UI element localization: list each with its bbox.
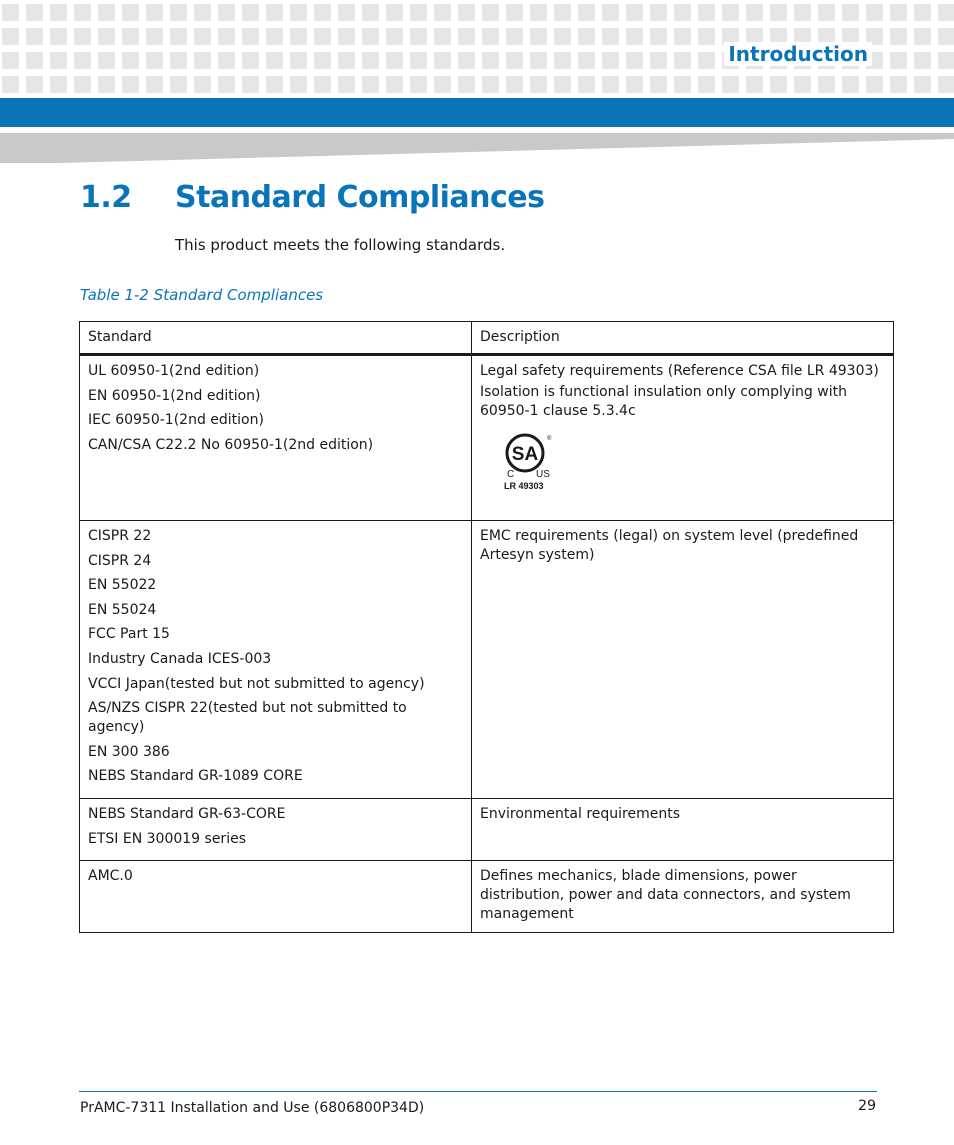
standard-item: EN 55022	[88, 577, 157, 594]
svg-text:®: ®	[547, 436, 552, 442]
standard-item: AS/NZS CISPR 22(tested but not submitted to agency)	[88, 700, 407, 736]
standards-cell	[80, 521, 472, 799]
standard-item: CAN/CSA C22.2 No 60950-1(2nd edition)	[88, 436, 374, 453]
standard-item: UL 60950-1(2nd edition)	[88, 363, 260, 379]
chapter-title: Introduction	[724, 42, 872, 66]
description-item: Isolation is functional insulation only complying with 60950-1 clause 5.3.4c	[480, 384, 847, 419]
standard-item: CISPR 24	[88, 552, 152, 569]
intro-text: This product meets the following standards.	[175, 236, 506, 254]
description-item: Legal safety requirements (Reference CSA file LR 49303)	[480, 363, 879, 379]
description-item: Environmental requirements	[480, 805, 680, 822]
standard-item: VCCI Japan(tested but not submitted to agency)	[88, 675, 425, 692]
table-row	[80, 355, 894, 521]
standards-cell	[80, 355, 472, 521]
description-cell	[472, 798, 894, 860]
table-row	[80, 521, 894, 799]
csa-mark-file-text: LR 49303	[504, 481, 544, 491]
section-number: 1.2	[80, 180, 132, 215]
standard-item: IEC 60950-1(2nd edition)	[88, 412, 264, 429]
standard-item: EN 300 386	[88, 743, 170, 760]
header-gray-wedge	[0, 127, 954, 163]
standard-item: FCC Part 15	[88, 626, 170, 643]
description-item: Defines mechanics, blade dimensions, power distribution, power and data connectors, and system management	[480, 868, 851, 923]
description-item: EMC requirements (legal) on system level (predefined Artesyn system)	[480, 528, 859, 563]
standard-item: Industry Canada ICES-003	[88, 650, 272, 667]
description-cell	[472, 861, 894, 933]
section-title: Standard Compliances	[175, 180, 545, 215]
csa-mark-left-text: C	[507, 469, 515, 480]
standards-cell	[80, 861, 472, 933]
standard-item: AMC.0	[88, 868, 133, 885]
standard-item: ETSI EN 300019 series	[88, 830, 246, 847]
csa-mark-right-text: US	[536, 469, 550, 480]
standards-cell	[80, 798, 472, 860]
compliance-table	[79, 321, 894, 933]
header-blue-band	[0, 98, 954, 127]
table-row	[80, 861, 894, 933]
standard-item: NEBS Standard GR-1089 CORE	[88, 768, 303, 785]
svg-text:SA: SA	[511, 444, 539, 465]
table-row	[80, 798, 894, 860]
description-cell	[472, 355, 894, 521]
standard-item: NEBS Standard GR-63-CORE	[88, 805, 286, 822]
column-header-standard: Standard	[80, 322, 472, 355]
csa-certification-mark-icon	[502, 431, 572, 491]
table-caption: Table 1-2 Standard Compliances	[80, 286, 324, 304]
description-cell	[472, 521, 894, 799]
table-header-row	[80, 322, 894, 355]
standard-item: EN 55024	[88, 601, 157, 618]
page-number: 29	[858, 1098, 876, 1114]
standard-item: CISPR 22	[88, 528, 152, 544]
standard-item: EN 60950-1(2nd edition)	[88, 387, 261, 404]
column-header-description: Description	[472, 322, 894, 355]
footer-document-title: PrAMC-7311 Installation and Use (6806800P34D)	[80, 1100, 425, 1116]
section-heading	[80, 180, 545, 215]
footer-divider	[79, 1091, 877, 1092]
